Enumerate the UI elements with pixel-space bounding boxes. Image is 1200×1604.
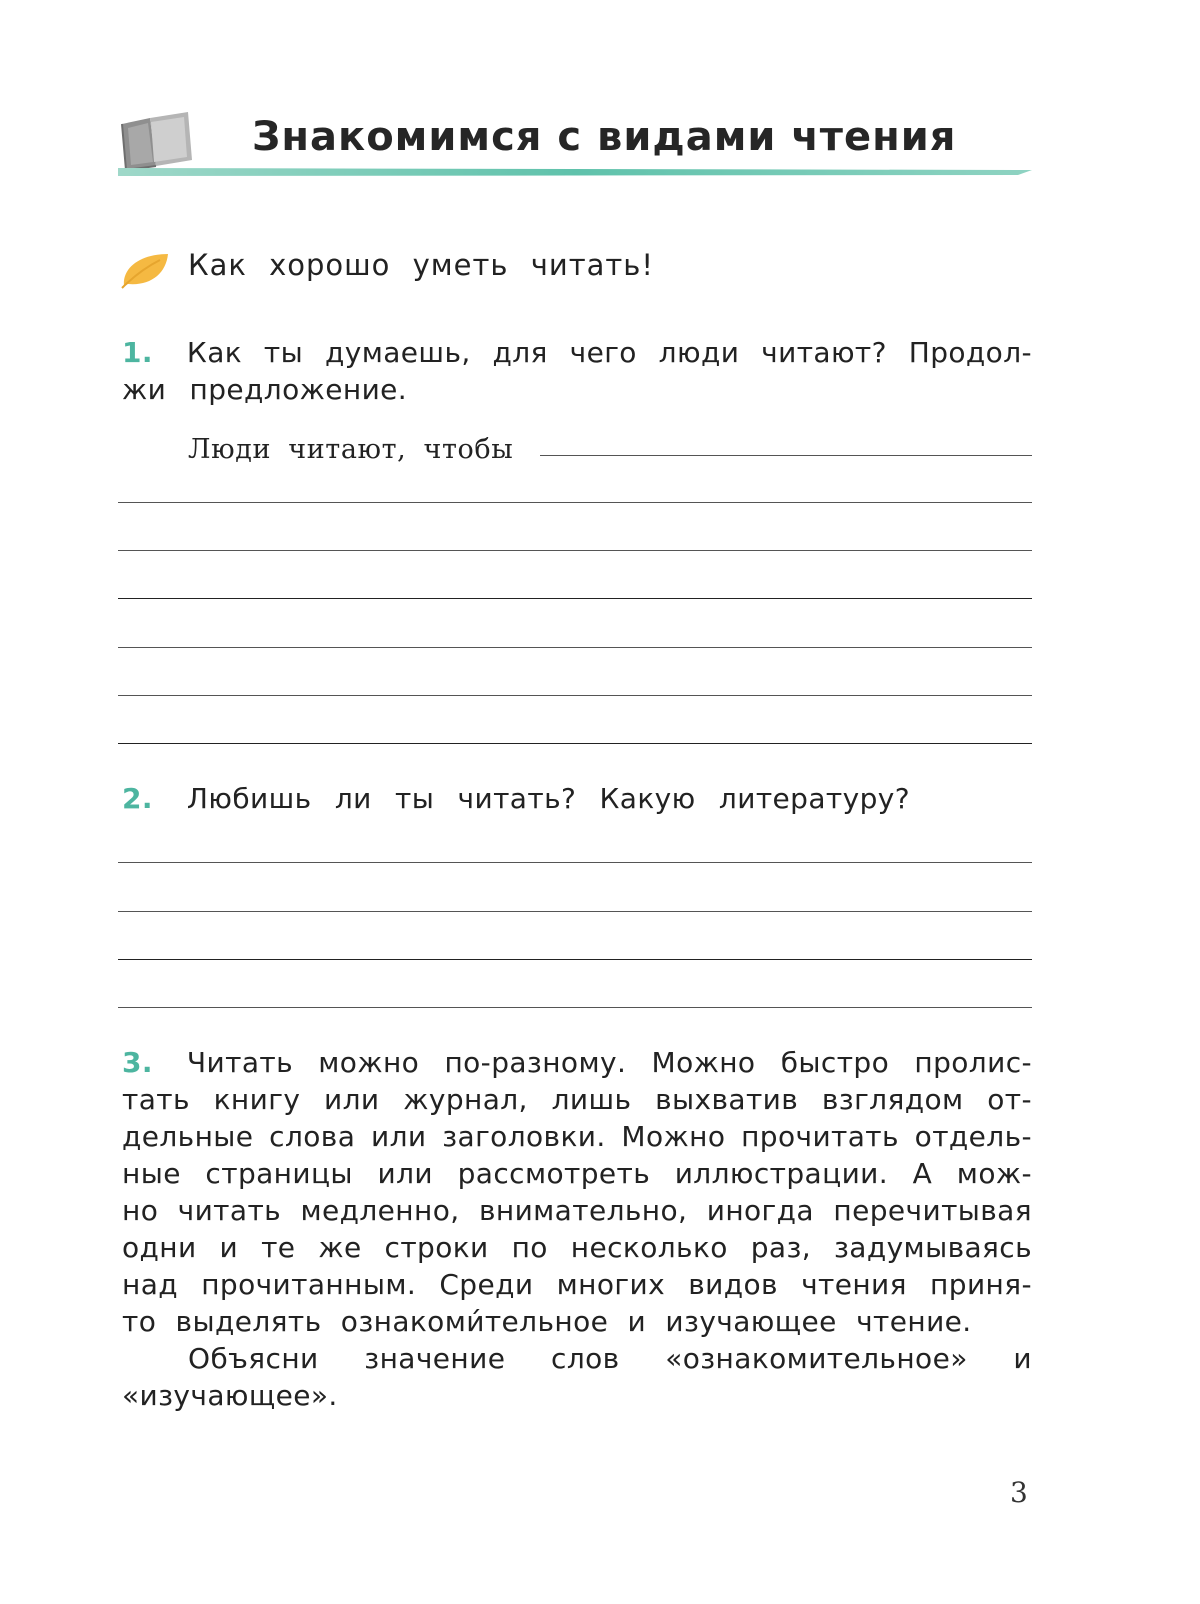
answer-line[interactable] [118, 502, 1032, 503]
task3-line-7: над прочитанным. Среди многих видов чтения приня- [122, 1268, 1032, 1301]
chapter-title: Знакомимся с видами чтения [252, 114, 957, 160]
task1-text-2: жи предложение. [122, 373, 408, 406]
answer-line[interactable] [118, 1007, 1032, 1008]
task3-line-1 [122, 1044, 1032, 1082]
answer-line[interactable] [118, 743, 1032, 744]
task3-text-1: Читать можно по-разному. Можно быстро пролис- [186, 1046, 1032, 1079]
leaf-icon [120, 250, 170, 290]
task1-text-1: Как ты думаешь, для чего люди читают? Продол- [186, 336, 1032, 369]
page-number: 3 [1010, 1476, 1028, 1509]
section-subheading: Как хорошо уметь читать! [188, 248, 654, 282]
task3-explain-1: Объясни значение слов «ознакомительное» и [188, 1342, 1032, 1375]
task1-prompt: Люди читают, чтобы [188, 434, 514, 465]
answer-line[interactable] [118, 862, 1032, 863]
task2-text: Любишь ли ты читать? Какую литературу? [186, 782, 910, 815]
task2-line [122, 780, 1032, 818]
open-book-icon [118, 108, 194, 172]
task1-line-2 [122, 371, 1032, 409]
answer-line[interactable] [118, 550, 1032, 551]
answer-line[interactable] [118, 647, 1032, 648]
answer-line[interactable] [540, 455, 1032, 456]
answer-line[interactable] [118, 695, 1032, 696]
answer-line[interactable] [118, 959, 1032, 960]
task3-line-6: одни и те же строки по несколько раз, задумываясь [122, 1231, 1032, 1264]
title-underline [118, 166, 1032, 178]
answer-line[interactable] [118, 598, 1032, 599]
task3-explain-2: «изучающее». [122, 1379, 338, 1412]
task1-line-1 [122, 334, 1032, 372]
task2-number: 2. [122, 782, 153, 815]
task3-line-5: но читать медленно, внимательно, иногда перечитывая [122, 1194, 1032, 1227]
task3-line-4: ные страницы или рассмотреть иллюстрации. А мож- [122, 1157, 1032, 1190]
answer-line[interactable] [118, 911, 1032, 912]
task1-number: 1. [122, 336, 153, 369]
task3-line-8: то выделять ознакоми́тельное и изучающее чтение. [122, 1305, 972, 1338]
task3-line-3: дельные слова или заголовки. Можно прочитать отдель- [122, 1120, 1032, 1153]
task3-number: 3. [122, 1046, 153, 1079]
task3-line-2: тать книгу или журнал, лишь выхватив взглядом от- [122, 1083, 1032, 1116]
